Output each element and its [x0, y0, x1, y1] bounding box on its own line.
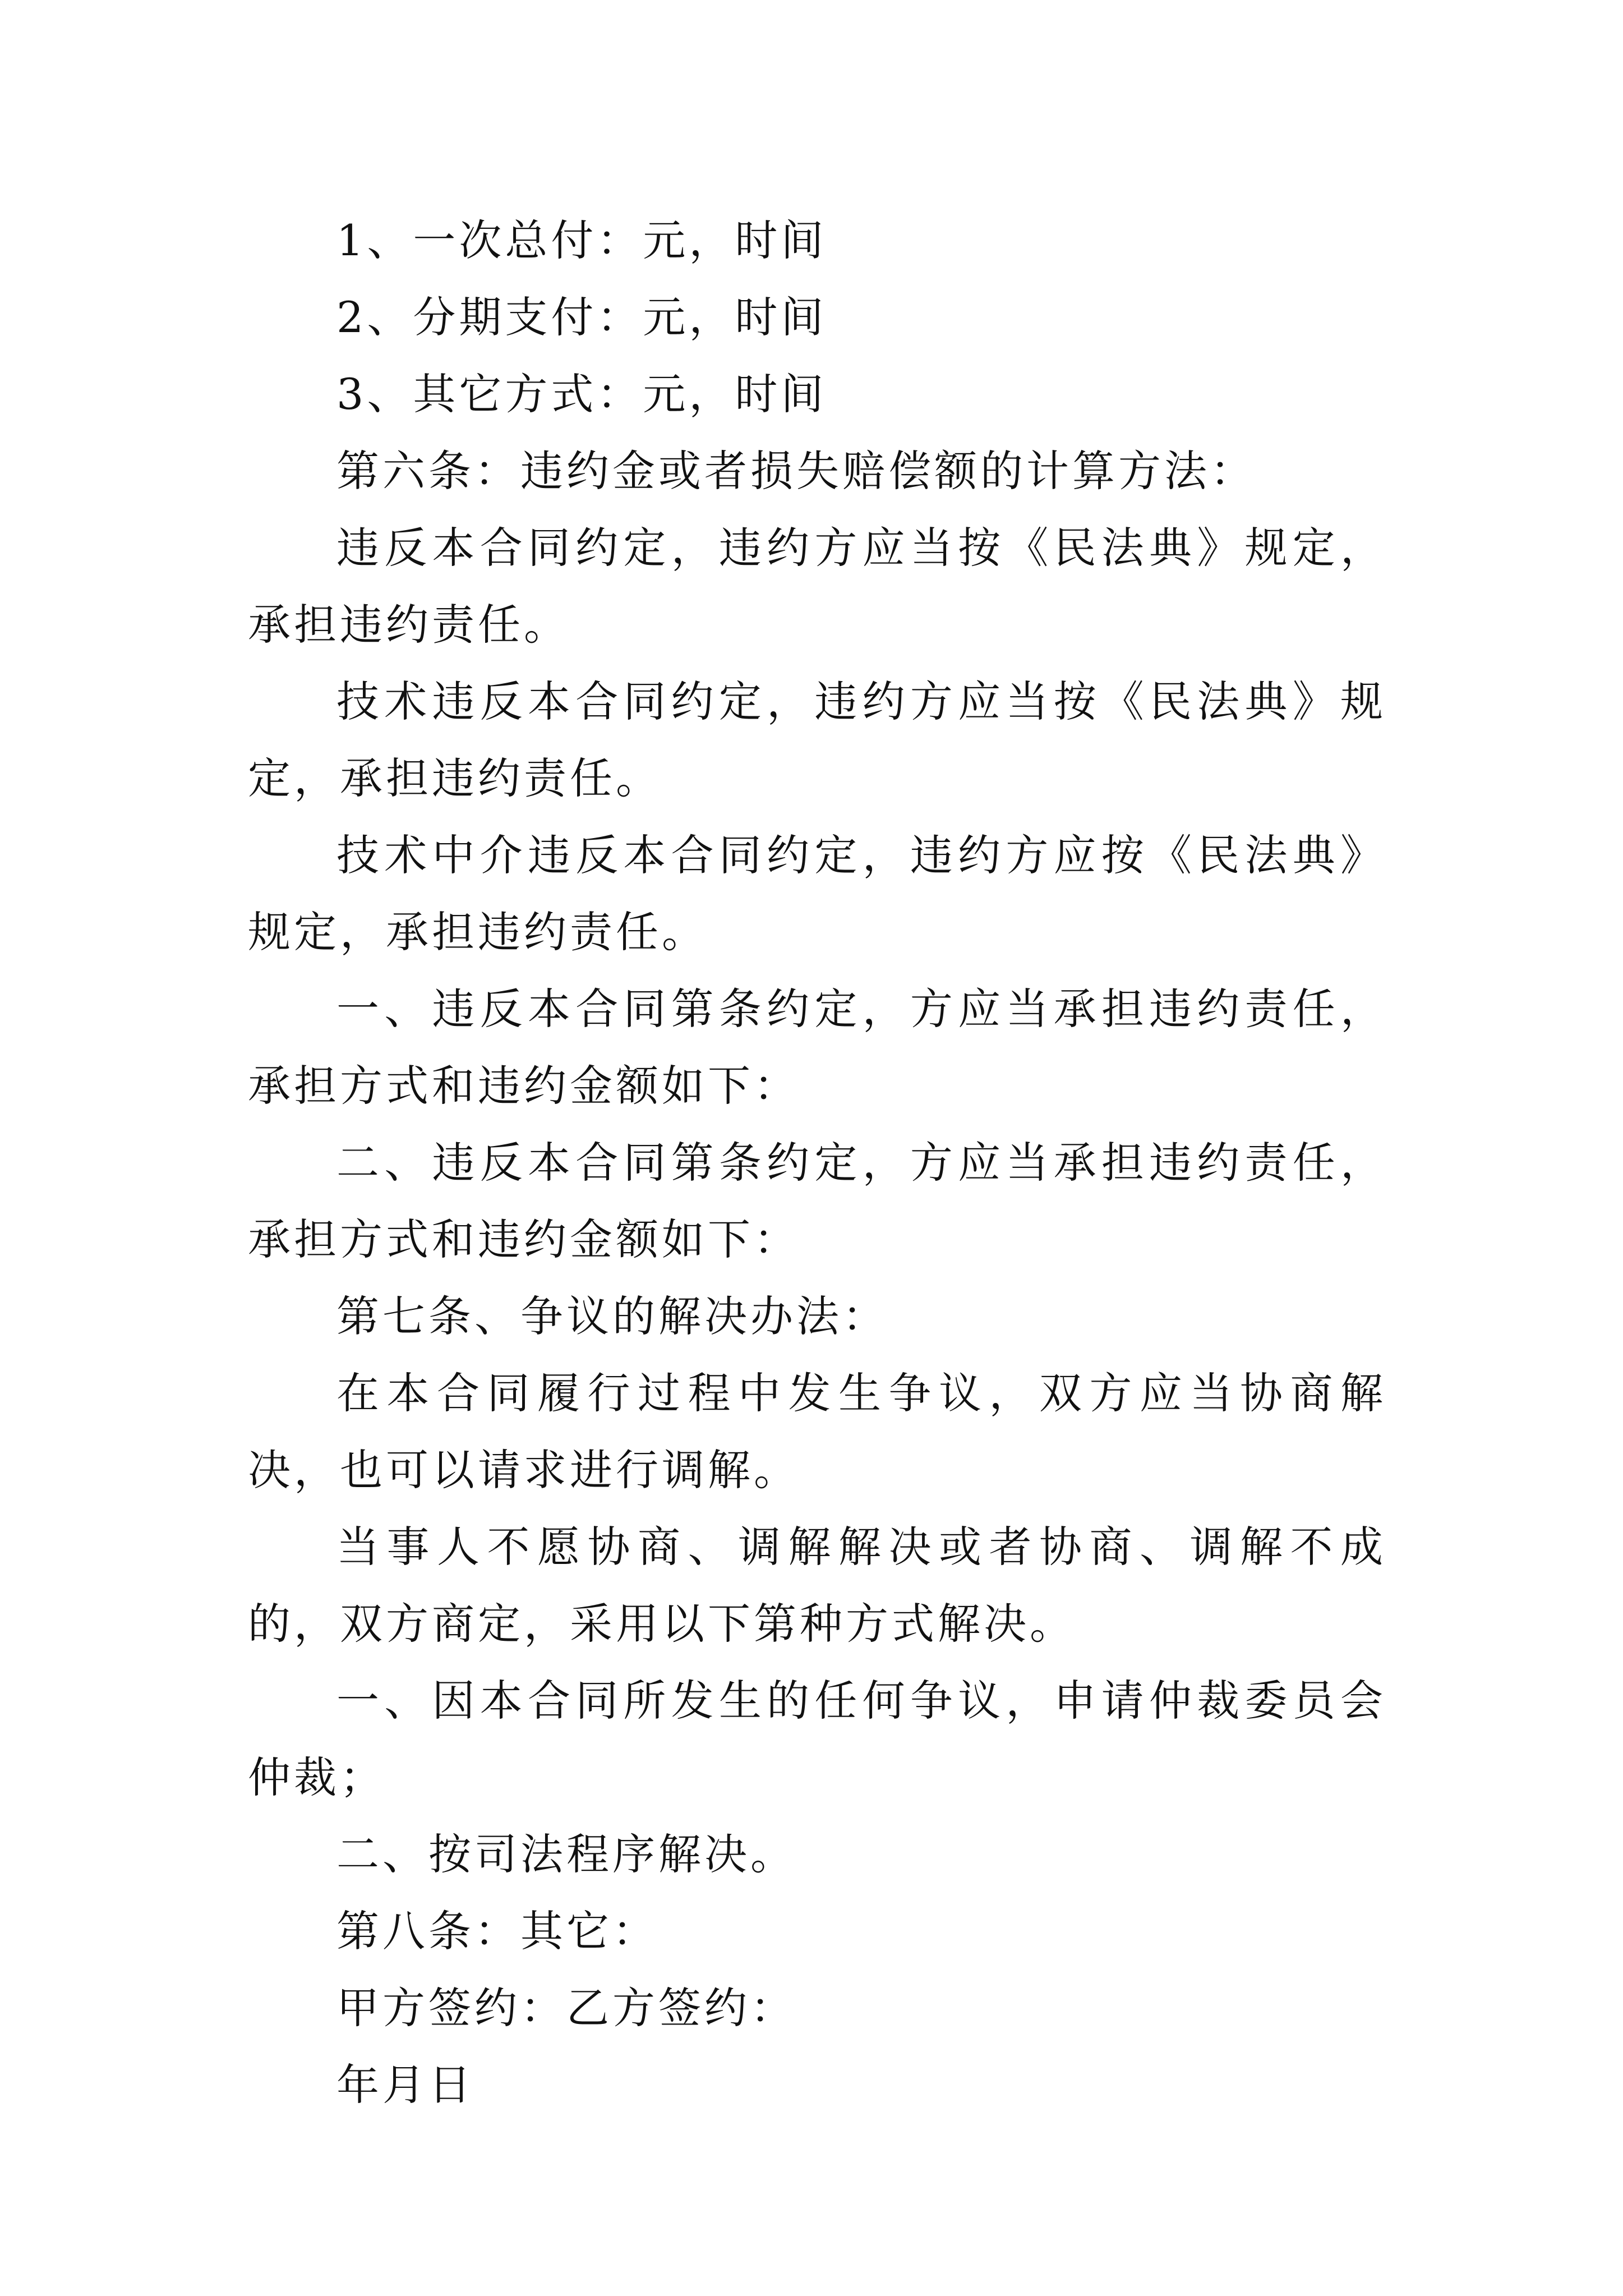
signature-line: 甲方签约：乙方签约： [336, 1983, 796, 2033]
article-seven-item-1: 一、因本合同所发生的任何争议，申请仲裁委员会仲裁； [248, 1676, 1386, 1802]
article-six-clause-3: 技术中介违反本合同约定，违约方应按《民法典》规定，承担违约责任。 [248, 830, 1386, 957]
article-six-clause-1: 违反本合同约定，违约方应当按《民法典》规定，承担违约责任。 [248, 523, 1386, 650]
article-eight-heading: 第八条：其它： [336, 1906, 658, 1956]
article-seven-clause-2: 当事人不愿协商、调解解决或者协商、调解不成的，双方商定，采用以下第种方式解决。 [248, 1522, 1386, 1649]
document-body [248, 202, 1386, 2123]
article-seven-item-2: 二、按司法程序解决。 [336, 1829, 796, 1879]
article-seven-heading: 第七条、争议的解决办法： [336, 1291, 888, 1341]
article-six-clause-2: 技术违反本合同约定，违约方应当按《民法典》规定，承担违约责任。 [248, 677, 1386, 803]
payment-option-other: 3、其它方式：元，时间 [336, 369, 827, 419]
article-six-item-2: 二、违反本合同第条约定，方应当承担违约责任，承担方式和违约金额如下： [248, 1138, 1386, 1264]
date-line: 年月日 [336, 2060, 474, 2110]
article-six-heading: 第六条：违约金或者损失赔偿额的计算方法： [336, 446, 1256, 496]
payment-option-lump-sum: 1、一次总付：元，时间 [336, 215, 827, 265]
article-six-item-1: 一、违反本合同第条约定，方应当承担违约责任，承担方式和违约金额如下： [248, 984, 1386, 1111]
article-seven-clause-1: 在本合同履行过程中发生争议，双方应当协商解决，也可以请求进行调解。 [248, 1368, 1386, 1495]
payment-option-installment: 2、分期支付：元，时间 [336, 292, 827, 342]
